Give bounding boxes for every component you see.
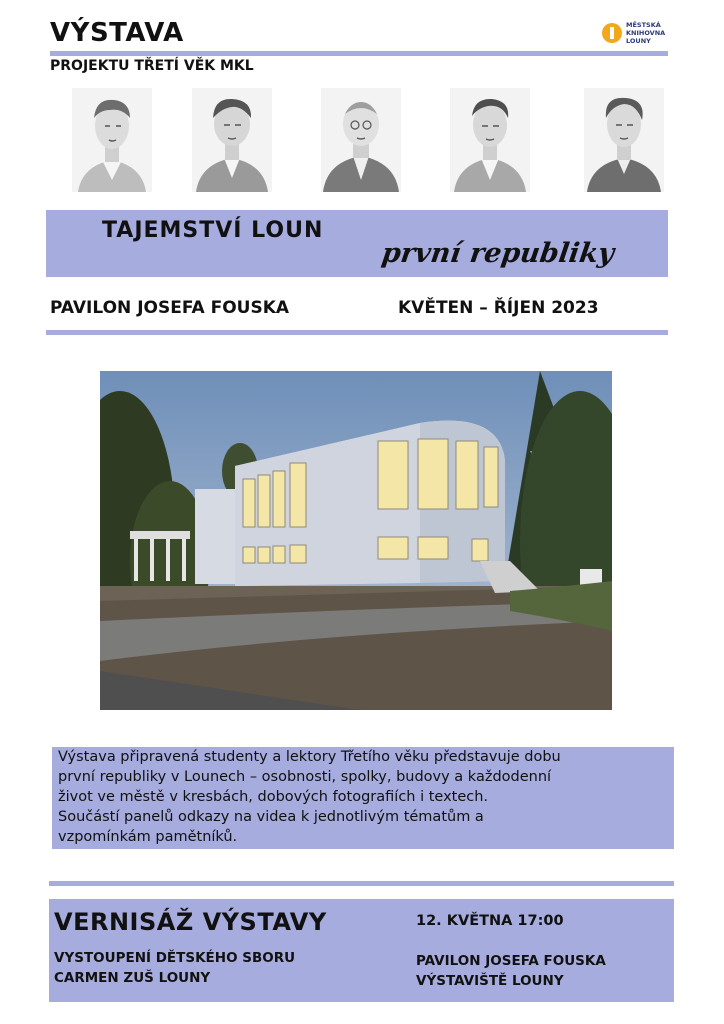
performance-line-2: CARMEN ZUŠ LOUNY xyxy=(54,970,211,986)
vernisage-place-line-2: VÝSTAVIŠTĚ LOUNY xyxy=(416,973,564,989)
logo-icon xyxy=(602,23,622,43)
page-title: VÝSTAVA xyxy=(50,18,184,48)
description-line: Výstava připravená studenty a lektory Třetího věku představuje dobu xyxy=(58,749,561,765)
vernisage-place-line-1: PAVILON JOSEFA FOUSKA xyxy=(416,953,606,969)
vernisage-datetime: 12. KVĚTNA 17:00 xyxy=(416,913,564,929)
portrait-sketch-4 xyxy=(450,88,530,192)
logo-text: MĚSTSKÁ KNIHOVNA LOUNY xyxy=(626,21,666,45)
description-line: vzpomínkám pamětníků. xyxy=(58,829,238,845)
portrait-sketch-3 xyxy=(321,88,401,192)
portrait-sketch-5 xyxy=(584,88,664,192)
portrait-sketch-1 xyxy=(72,88,152,192)
exhibition-subtitle-script: první republiky xyxy=(379,238,616,269)
library-logo xyxy=(602,21,692,47)
info-rule xyxy=(46,330,668,335)
description-line: Součástí panelů odkazy na videa k jednotlivým tématům a xyxy=(58,809,484,825)
portrait-sketch-2 xyxy=(192,88,272,192)
exhibition-title: TAJEMSTVÍ LOUN xyxy=(102,218,324,243)
description-line: život ve městě v kresbách, dobových fotografiích i textech. xyxy=(58,789,489,805)
performance-line-1: VYSTOUPENÍ DĚTSKÉHO SBORU xyxy=(54,950,296,966)
description-line: první republiky v Lounech – osobnosti, spolky, budovy a každodenní xyxy=(58,769,552,785)
venue-label: PAVILON JOSEFA FOUSKA xyxy=(50,298,290,318)
header-rule xyxy=(50,51,668,56)
date-range: KVĚTEN – ŘÍJEN 2023 xyxy=(398,298,599,318)
vernisage-rule xyxy=(49,881,674,886)
vernisage-title: VERNISÁŽ VÝSTAVY xyxy=(54,908,327,936)
page-subtitle: PROJEKTU TŘETÍ VĚK MKL xyxy=(50,58,254,74)
pavilion-photo xyxy=(100,371,612,710)
